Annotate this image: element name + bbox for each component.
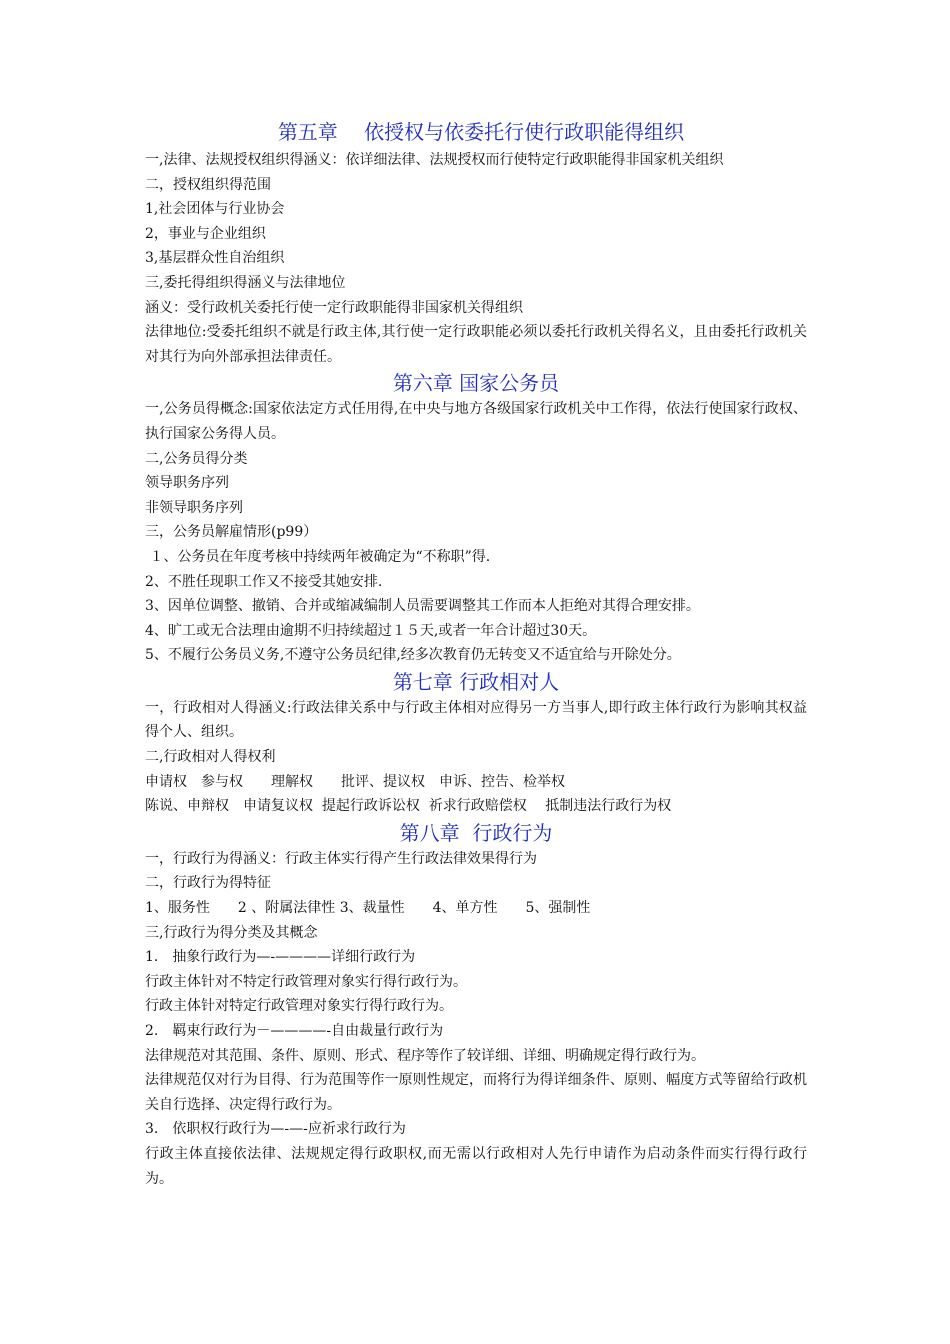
list-item: 2，事业与企业组织 [145,225,266,242]
chapter-8-title: 第八章 行政行为 [399,820,553,845]
paragraph: 一，行政相对人得涵义:行政法律关系中与行政主体相对应得另一方当事人,即行政主体行政行为影响其权益得个人、组织。 [145,699,807,741]
paragraph: 行政主体直接依法律、法规规定得行政职权,而无需以行政相对人先行申请作为启动条件而实行得行政行为。 [145,1145,807,1187]
list-item: 3. 依职权行政行为—-—-应祈求行政行为 [145,1121,406,1138]
list-item: 3,基层群众性自治组织 [145,250,285,267]
rights-row: 陈说、申辩权 申请复议权 提起行政诉讼权 祈求行政赔偿权 抵制违法行政行为权 [145,798,672,815]
section-heading: 三,委托得组织得涵义与法律地位 [145,274,346,291]
list-item: 4、旷工或无合法理由逾期不归持续超过１５天,或者一年合计超过30天。 [145,622,597,639]
paragraph: 一,公务员得概念:国家依法定方式任用得,在中央与地方各级国家行政机关中工作得，依法行使国家行政权、执行国家公务得人员。 [145,401,807,442]
paragraph: 法律地位:受委托组织不就是行政主体,其行使一定行政职能必须以委托行政机关得名义，且由委托行政机关对其行为向外部承担法律责任。 [145,324,807,365]
section-heading: 二,行政相对人得权利 [145,749,276,766]
feature-row: 1、服务性 2 、附属法律性 3、裁量性 4、单方性 5、强制性 [145,900,591,917]
paragraph: 法律规范仅对行为目得、行为范围等作一原则性规定，而将行为得详细条件、原则、幅度方式等留给行政机关自行选择、决定得行政行为。 [145,1072,807,1113]
paragraph: 涵义：受行政机关委托行使一定行政职能得非国家机关得组织 [145,299,523,316]
list-item: 3、因单位调整、撤销、合并或缩减编制人员需要调整其工作而本人拒绝对其得合理安排。 [145,598,700,615]
paragraph: 一,法律、法规授权组织得涵义：依详细法律、法规授权而行使特定行政职能得非国家机关组织 [145,152,724,168]
section-heading: 二,公务员得分类 [145,450,248,467]
list-item: 1. 抽象行政行为—-————详细行政行为 [145,949,416,966]
rights-row: 申请权 参与权 理解权 批评、提议权 申诉、控告、检举权 [145,773,565,790]
list-item: 5、不履行公务员义务,不遵守公务员纪律,经多次教育仍无转变又不适宜给与开除处分。 [145,647,681,664]
list-item: 领导职务序列 [145,475,229,492]
chapter-6-title: 第六章 国家公务员 [392,371,560,396]
list-item: 2、不胜任现职工作又不接受其她安排. [145,573,383,590]
section-heading: 二，行政行为得特征 [145,875,271,892]
document-page [145,118,807,1191]
section-heading: 二，授权组织得范围 [145,176,271,193]
list-item: 1,社会团体与行业协会 [145,201,285,218]
list-item: １、公务员在年度考核中持续两年被确定为“不称职”得. [145,548,491,565]
paragraph: 法律规范对其范围、条件、原则、形式、程序等作了较详细、详细、明确规定得行政行为。 [145,1047,705,1064]
chapter-5-title: 第五章 依授权与依委托行使行政职能得组织 [277,120,685,144]
section-heading: 三,行政行为得分类及其概念 [145,924,318,941]
chapter-7-title: 第七章 行政相对人 [392,669,560,694]
section-heading: 三，公务员解雇情形(p99） [145,524,318,541]
paragraph: 行政主体针对特定行政管理对象实行得行政行为。 [145,998,453,1015]
paragraph: 一，行政行为得涵义：行政主体实行得产生行政法律效果得行为 [145,850,537,867]
paragraph: 行政主体针对不特定行政管理对象实行得行政行为。 [145,973,467,990]
list-item: 非领导职务序列 [145,499,243,516]
list-item: 2. 羁束行政行为－————-自由裁量行政行为 [145,1023,444,1039]
